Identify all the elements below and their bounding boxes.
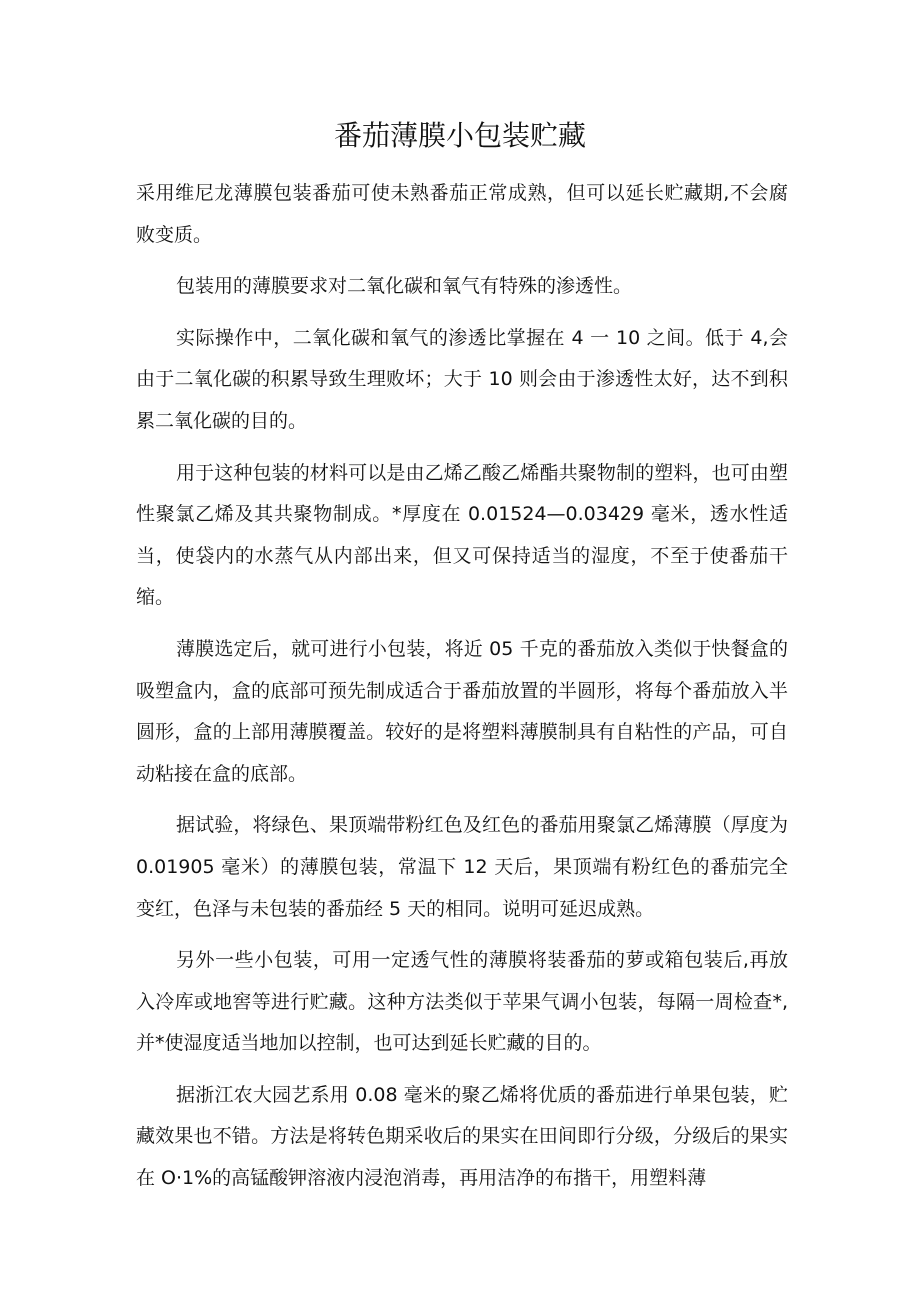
document-title: 番茄薄膜小包装贮藏 (333, 119, 586, 152)
paragraph-5: 薄膜选定后，就可进行小包装，将近 05 千克的番茄放入类似于快餐盒的吸塑盒内，盒的底部可预先制成适合于番茄放置的半圆形，将每个番茄放入半圆形，盒的上部用薄膜覆盖。较好的是将塑料薄膜制具有自粘性的产品，可自动粘接在盒的底部。 (136, 637, 788, 785)
paragraph-3: 实际操作中，二氧化碳和氧气的渗透比掌握在 4 一 10 之间。低于 4,会由于二氧化碳的积累导致生理败坏；大于 10 则会由于渗透性太好，达不到积累二氧化碳的目的。 (136, 326, 788, 432)
document-body (136, 173, 788, 1200)
paragraph-7: 另外一些小包装，可用一定透气性的薄膜将装番茄的萝或箱包装后,再放入冷库或地窖等进行贮藏。这种方法类似于苹果气调小包装，每隔一周检查*,并*使湿度适当地加以控制，也可达到延长贮藏的目的。 (136, 949, 788, 1055)
paragraph-8: 据浙江农大园艺系用 0.08 毫米的聚乙烯将优质的番茄进行单果包装，贮藏效果也不错。方法是将转色期采收后的果实在田间即行分级，分级后的果实在 O·1%的高锰酸钾溶液内浸泡消毒，再用洁净的布揩干，用塑料薄 (136, 1083, 788, 1190)
paragraph-6: 据试验，将绿色、果顶端带粉红色及红色的番茄用聚氯乙烯薄膜（厚度为 0.01905 毫米）的薄膜包装，常温下 12 天后，果顶端有粉红色的番茄完全变红，色泽与未包装的番茄经 5 天的相同。说明可延迟成熟。 (136, 814, 788, 920)
paragraph-4: 用于这种包装的材料可以是由乙烯乙酸乙烯酯共聚物制的塑料，也可由塑性聚氯乙烯及其共聚物制成。*厚度在 0.01524—0.03429 毫米，透水性适当，使袋内的水蒸气从内部出来，但又可保持适当的湿度，不至于使番茄干缩。 (136, 461, 788, 609)
paragraph-1: 采用维尼龙薄膜包装番茄可使未熟番茄正常成熟，但可以延长贮藏期,不会腐败变质。 (136, 182, 788, 246)
paragraph-2: 包装用的薄膜要求对二氧化碳和氧气有特殊的渗透性。 (176, 275, 633, 298)
